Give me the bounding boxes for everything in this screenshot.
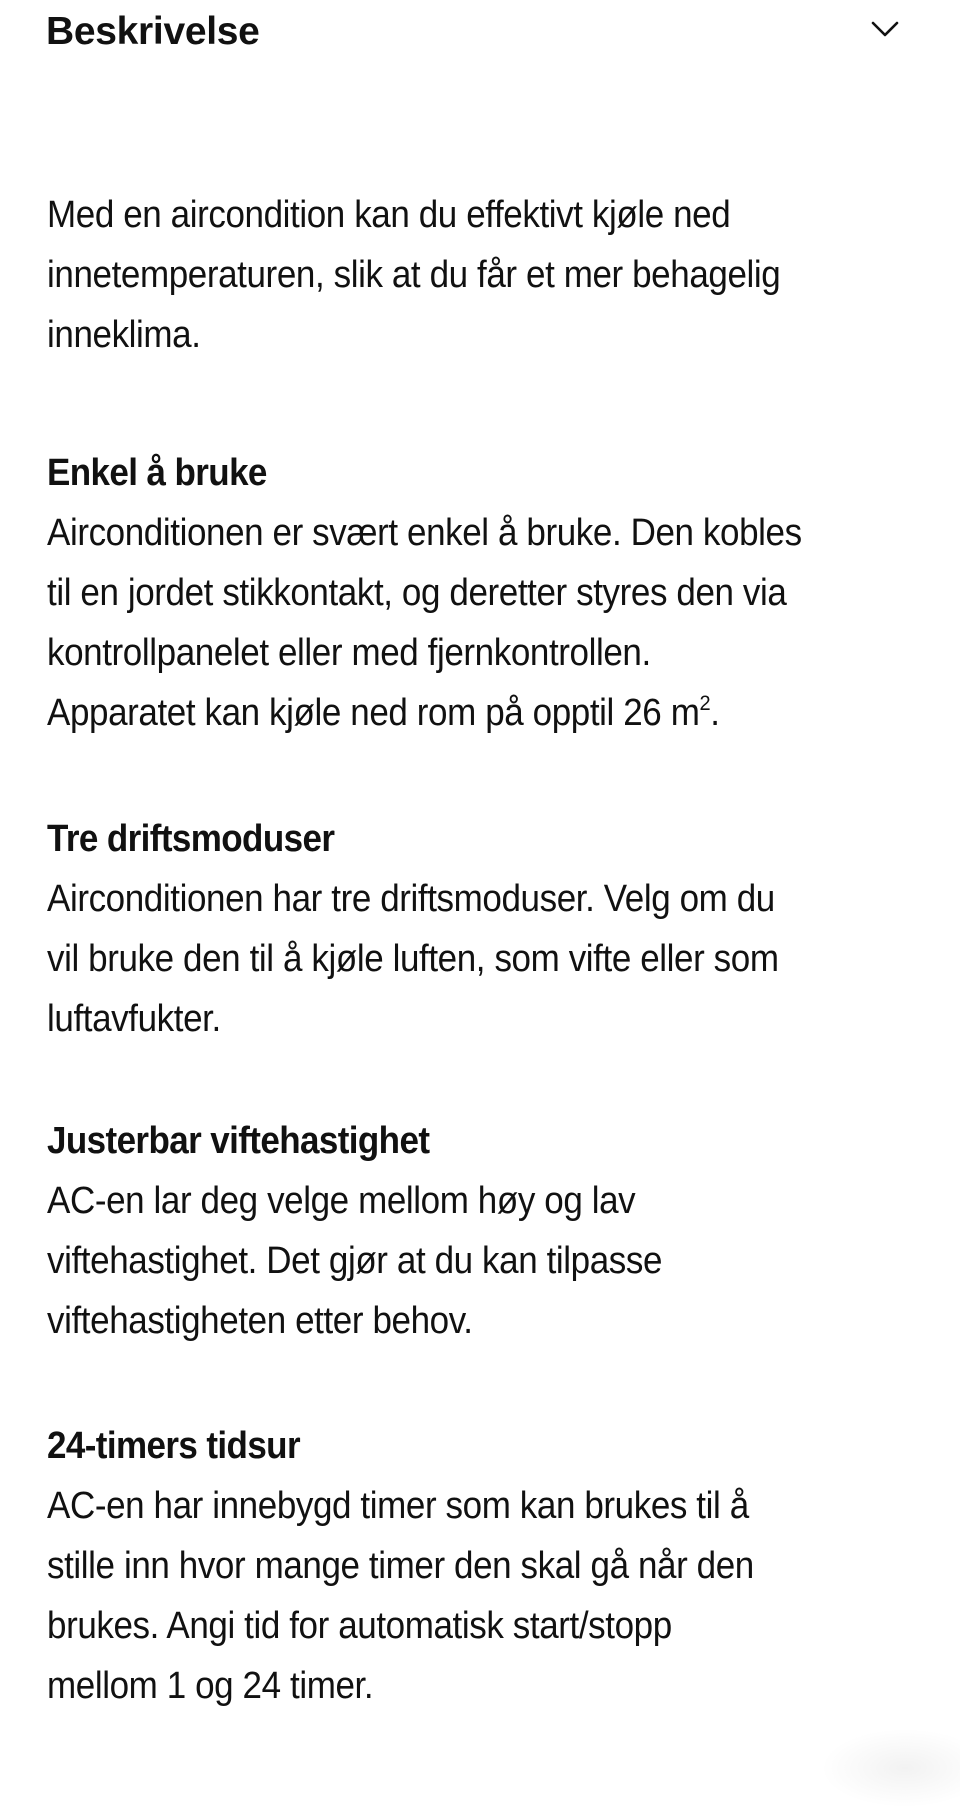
section-line: vil bruke den til å kjøle luften, som vifte eller som [47, 937, 779, 980]
section-line: Airconditionen har tre driftsmoduser. Velg om du [47, 877, 775, 920]
section-heading: Tre driftsmoduser [47, 817, 335, 860]
accordion-title: Beskrivelse [46, 10, 260, 53]
section-line: stille inn hvor mange timer den skal gå når den [47, 1544, 754, 1587]
section-line: AC-en har innebygd timer som kan brukes til å [47, 1484, 749, 1527]
section-heading: Enkel å bruke [47, 451, 267, 494]
section-heading: 24-timers tidsur [47, 1424, 300, 1467]
section-line: brukes. Angi tid for automatisk start/stopp [47, 1604, 672, 1647]
intro-line: Med en aircondition kan du effektivt kjøle ned [47, 193, 731, 236]
section-line: viftehastigheten etter behov. [47, 1299, 473, 1342]
intro-line: inneklima. [47, 313, 201, 356]
section-line: Airconditionen er svært enkel å bruke. Den kobles [47, 511, 802, 554]
section-line: viftehastighet. Det gjør at du kan tilpasse [47, 1239, 663, 1282]
intro-line: innetemperaturen, slik at du får et mer behagelig [47, 253, 781, 296]
section-line: AC-en lar deg velge mellom høy og lav [47, 1179, 636, 1222]
superscript: 2 [699, 691, 711, 716]
section-line: mellom 1 og 24 timer. [47, 1664, 374, 1707]
description-accordion-header[interactable] [0, 0, 960, 70]
section-line [47, 689, 720, 737]
section-line: til en jordet stikkontakt, og deretter styres den via [47, 571, 787, 614]
section-heading: Justerbar viftehastighet [47, 1119, 430, 1162]
section-line: kontrollpanelet eller med fjernkontrollen. [47, 631, 651, 674]
period: . [710, 691, 720, 734]
floating-button-shadow [820, 1728, 960, 1808]
section-line: luftavfukter. [47, 997, 221, 1040]
area-text: Apparatet kan kjøle ned rom på opptil 26 m [47, 691, 700, 734]
chevron-down-icon[interactable] [870, 18, 900, 40]
